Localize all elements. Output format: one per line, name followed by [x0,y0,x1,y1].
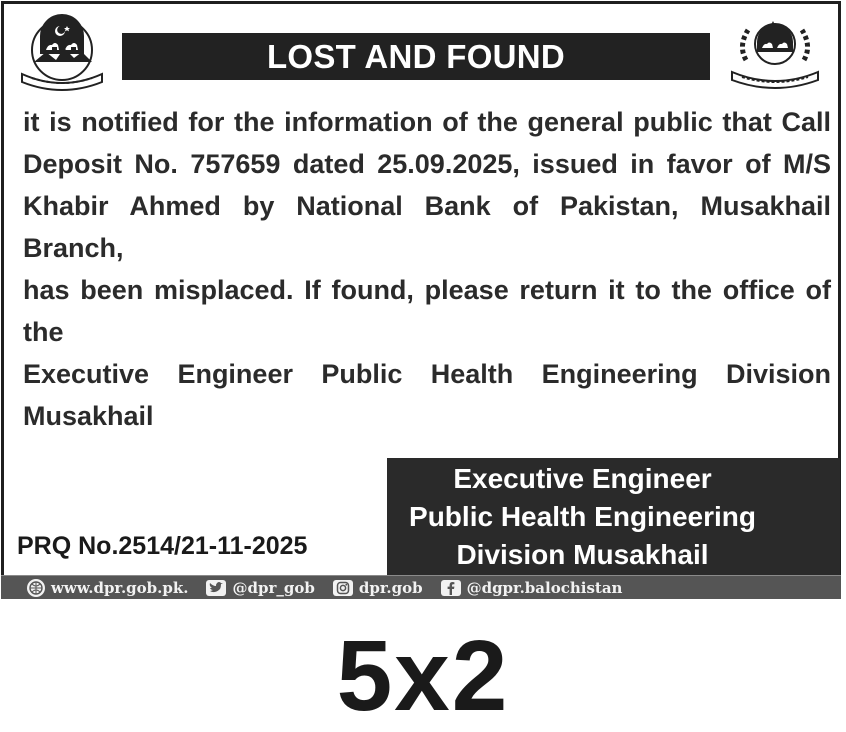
globe-icon [27,579,45,597]
footer-twitter-text: @dpr_gob [232,578,315,597]
body-line: it is notified for the information of the general public that Call [23,107,831,137]
facebook-icon [441,580,461,596]
footer-website-text: www.dpr.gob.pk. [51,578,189,597]
footer-facebook[interactable] [441,579,623,597]
footer-instagram[interactable] [333,579,423,597]
body-line: has been misplaced. If found, please return it to the office of the [23,275,831,347]
balochistan-emblem-logo [14,14,110,96]
footer-twitter[interactable] [206,579,314,597]
footer-instagram-text: dpr.gob [358,578,423,597]
instagram-icon [333,580,353,596]
footer-website[interactable] [27,579,188,597]
footer-facebook-text: @dgpr.balochistan [466,578,623,597]
signature-line: Executive Engineer [453,463,712,494]
prq-number: PRQ No.2514/21-11-2025 [17,532,308,560]
body-line: Musakhail [23,401,154,431]
signature-block [387,458,840,576]
body-line: Deposit No. 757659 dated 25.09.2025, issued in favor of M/S [23,149,831,179]
ad-size-label: 5x2 [336,620,510,732]
twitter-icon [206,580,226,596]
notice-title: LOST AND FOUND [122,33,710,80]
body-line: Executive Engineer Public Health Engineering Division [23,359,831,389]
body-line: Khabir Ahmed by National Bank of Pakistan, Musakhail Branch, [23,191,831,263]
social-footer [1,575,841,599]
dgpr-emblem-logo [716,14,834,96]
signature-line: Division Musakhail [456,539,709,570]
notice-body [23,101,831,437]
signature-line: Public Health Engineering [409,501,756,532]
